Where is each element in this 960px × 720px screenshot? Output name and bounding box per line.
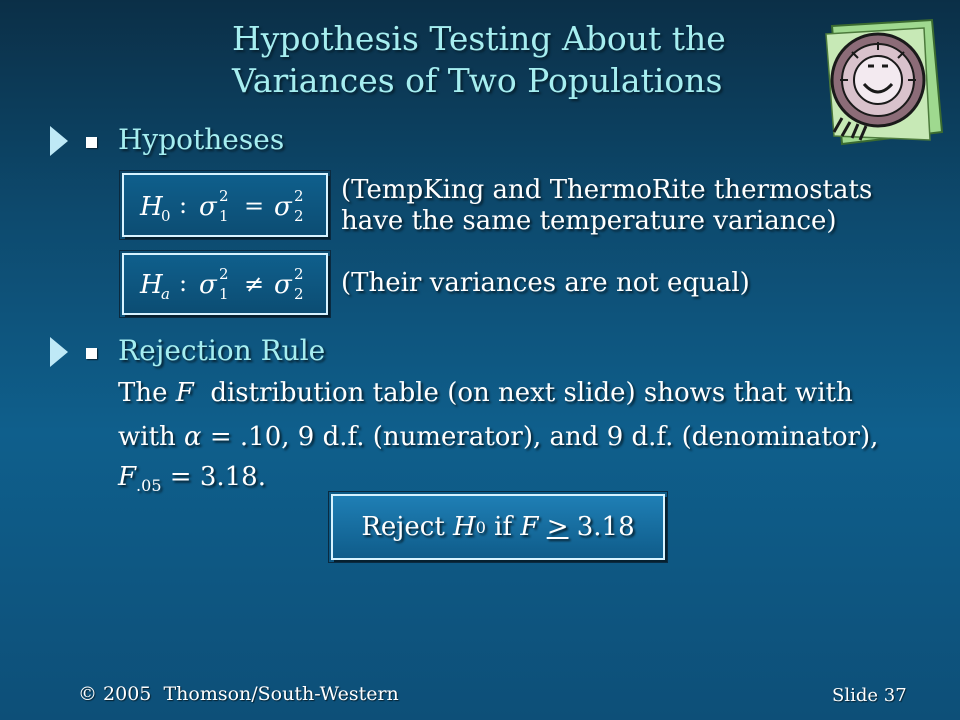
slide-label: Slide: [832, 685, 879, 706]
sigma-2: σ: [274, 192, 292, 222]
alt-hypothesis-formula: [124, 255, 326, 313]
sigma-2-superscript: 2: [294, 265, 304, 283]
sigma-1-superscript: 2: [219, 187, 229, 205]
alpha-symbol: α: [184, 422, 202, 452]
text: Reject: [361, 512, 454, 542]
null-hypothesis-note: [341, 175, 872, 237]
rejection-line-1: [118, 378, 853, 408]
text: = 3.18.: [161, 462, 266, 492]
equals-operator: =: [244, 192, 265, 220]
h-symbol: H: [140, 270, 163, 300]
sigma-1-subscript: 1: [219, 207, 229, 225]
text: [538, 512, 546, 542]
sigma-1: σ: [199, 270, 217, 300]
f-symbol: F: [118, 462, 137, 492]
copyright-footer: © 2005 Thomson/South-Western: [78, 683, 399, 705]
text: = .10, 9 d.f. (numerator), and 9 d.f. (denominator),: [201, 422, 879, 452]
rejection-line-2: [118, 422, 878, 452]
slide-title-line-2: Variances of Two Populations: [232, 61, 723, 100]
f-symbol: F: [520, 512, 539, 542]
sigma-1-superscript: 2: [219, 265, 229, 283]
slide-number: [832, 685, 907, 706]
h-symbol: H: [453, 512, 476, 542]
thermostat-icon: [812, 14, 948, 150]
text: The: [118, 378, 176, 408]
hypotheses-heading: Hypotheses: [118, 123, 285, 156]
h-symbol: H: [140, 192, 163, 222]
alt-hypothesis-note: (Their variances are not equal): [341, 268, 750, 298]
rejection-rule-box: [331, 494, 665, 560]
bullet-square-icon: [86, 137, 97, 148]
sigma-2-subscript: 2: [294, 207, 304, 225]
gte-operator: >: [546, 512, 569, 542]
f-symbol: F: [175, 378, 194, 408]
h-subscript: 0: [475, 517, 486, 537]
colon: :: [179, 191, 188, 219]
slide-number-value: 37: [883, 685, 907, 706]
text: 3.18: [568, 512, 635, 542]
bullet-square-icon: [86, 348, 97, 359]
h-subscript: 0: [161, 207, 171, 225]
text: distribution table (on next slide) shows that with: [193, 378, 853, 408]
null-hypothesis-formula: [124, 175, 326, 235]
f-subscript: .05: [136, 476, 162, 495]
sigma-2-superscript: 2: [294, 187, 304, 205]
sigma-2-subscript: 2: [294, 285, 304, 303]
colon: :: [179, 269, 188, 297]
rejection-rule-heading: Rejection Rule: [118, 334, 326, 367]
text: if: [485, 512, 521, 542]
bullet-arrow-icon: [50, 126, 68, 156]
not-equal-operator: ≠: [244, 270, 265, 298]
slide-title-line-1: Hypothesis Testing About the: [232, 19, 726, 58]
sigma-2: σ: [274, 270, 292, 300]
null-note-line-1: (TempKing and ThermoRite thermostats: [341, 175, 873, 205]
null-hypothesis-box: [122, 173, 328, 237]
slide-title: [232, 18, 792, 102]
text: with: [118, 422, 185, 452]
sigma-1-subscript: 1: [219, 285, 229, 303]
null-note-line-2: have the same temperature variance): [341, 206, 837, 236]
bullet-arrow-icon: [50, 337, 68, 367]
sigma-1: σ: [199, 192, 217, 222]
alt-hypothesis-box: [122, 253, 328, 315]
h-subscript: a: [161, 285, 170, 303]
rejection-line-3: [118, 462, 266, 501]
